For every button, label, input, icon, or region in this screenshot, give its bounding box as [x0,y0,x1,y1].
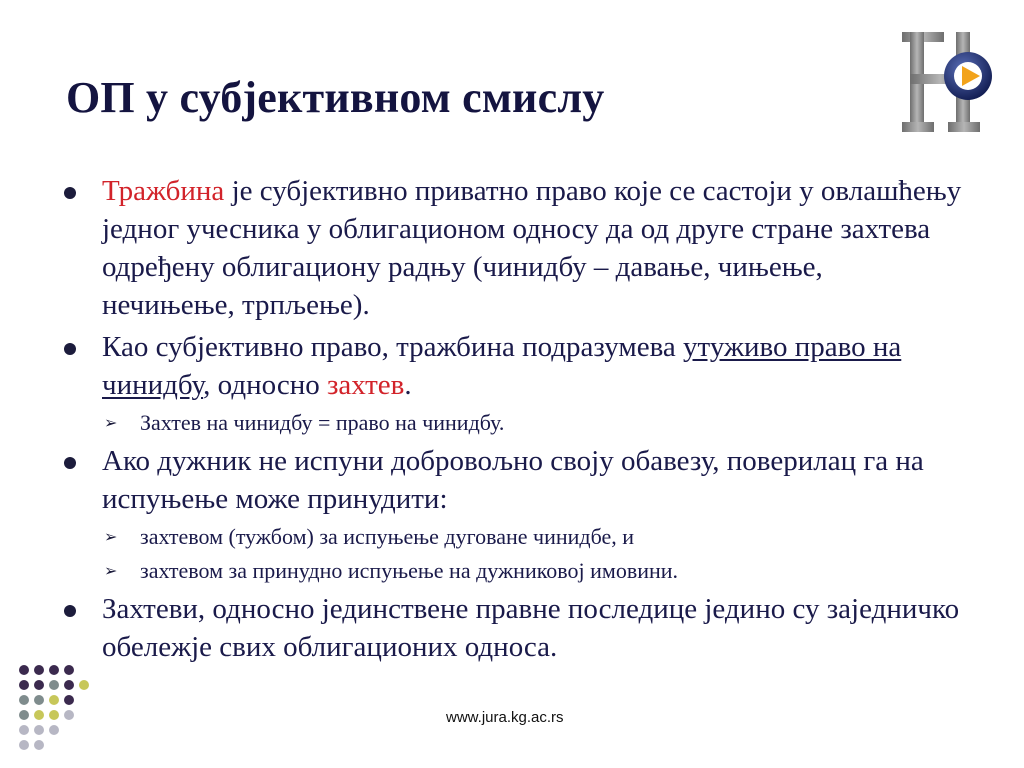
decor-dot [34,695,44,705]
decor-dot [19,740,29,750]
arrow-bullet-icon: ➢ [104,413,118,432]
bullet-item [62,328,962,404]
bullet-dot-icon [64,457,76,469]
bullet-text: Ако дужник не испуни добровољно своју обавезу, поверилац га на испуњење може принудити: [102,445,924,515]
bullet-dot-icon [64,343,76,355]
highlighted-term: захтев [326,369,405,401]
decor-dot [49,665,59,675]
decor-dot [64,665,74,675]
decor-dot [19,680,29,690]
bullet-item [62,442,962,518]
bullet-text: Захтеви, односно јединствене правне последице једино су заједничко обележје свих облигационих односа. [102,593,960,663]
arrow-bullet-icon: ➢ [104,527,118,546]
decor-dot [49,680,59,690]
slide-title: ОП у субјективном смислу [66,73,605,122]
decor-dot [19,695,29,705]
decor-dot [19,710,29,720]
decor-dot [34,740,44,750]
decor-dot [34,710,44,720]
sub-bullet-item [62,408,962,438]
decor-dot [49,695,59,705]
decor-dot [79,680,89,690]
decor-dot [64,680,74,690]
footer-url: www.jura.kg.ac.rs [446,709,564,726]
underlined-term: утуживо право на чинидбу [102,331,902,401]
sub-bullet-text: Захтев на чинидбу = право на чинидбу. [140,410,505,435]
decor-dot [34,665,44,675]
sub-bullet-item [62,556,962,586]
faculty-logo-icon [896,26,1008,138]
bullet-dot-icon [64,187,76,199]
bullet-text: је субјективно приватно право које се састоји у овлашћењу једног учесника у облигационом односу да од друге стране захтева одређену облигациону радњу (чинидбу – давање, чињење, нечињење, трпљење). [102,175,962,321]
decor-dot [64,710,74,720]
sub-bullet-item [62,522,962,552]
decor-dot [49,710,59,720]
decor-dot [19,665,29,675]
bullet-text: Као субјективно право, тражбина подразумева [102,331,684,363]
decor-dot [19,725,29,735]
bullet-text: . [404,369,412,401]
bullet-item [62,172,962,324]
bullet-dot-icon [64,605,76,617]
bullet-list [62,172,962,670]
highlighted-term: Тражбина [102,175,225,207]
decor-dot [34,680,44,690]
bullet-text: , односно [203,369,327,401]
arrow-bullet-icon: ➢ [104,561,118,580]
decor-dot [34,725,44,735]
decor-dot [49,725,59,735]
sub-bullet-text: захтевом за принудно испуњење на дужниковој имовини. [140,558,679,583]
bullet-item [62,590,962,666]
decor-dot [64,695,74,705]
sub-bullet-text: захтевом (тужбом) за испуњење дуговане чинидбе, и [140,524,635,549]
dot-grid-icon [18,664,98,754]
